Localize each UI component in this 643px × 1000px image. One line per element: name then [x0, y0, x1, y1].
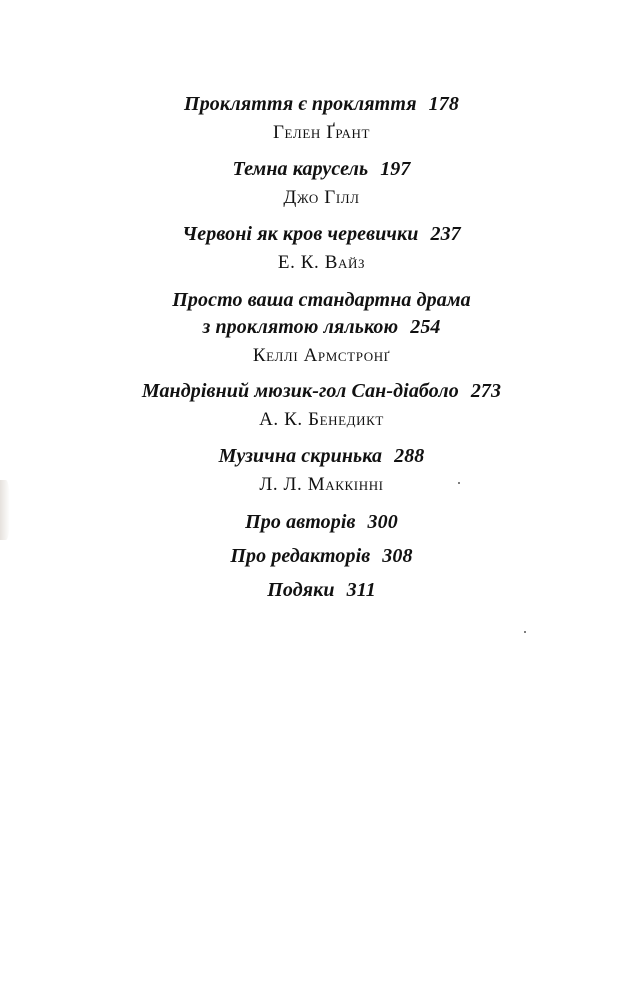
toc-entry: [0, 443, 643, 496]
toc-entry-title: [0, 221, 643, 247]
toc-entry-author: Гелен Ґрант: [272, 122, 371, 143]
print-speck: [524, 631, 526, 633]
toc-entry: [0, 91, 643, 144]
toc-entry-title: [0, 378, 643, 404]
toc-entry-title-text: Червоні як кров черевички: [182, 223, 419, 245]
toc-entry-author: Джо Гілл: [283, 187, 360, 208]
toc-entry-page-number: 288: [394, 445, 425, 467]
toc-entry-author: Е. К. Вайз: [277, 252, 366, 273]
toc-entry-title-text: Подяки: [267, 579, 335, 601]
toc-entry-title-text: з проклятою лялькою: [202, 316, 399, 338]
toc-entry: [0, 378, 643, 431]
toc-entry-page-number: 237: [430, 223, 461, 245]
toc-entry-page-number: 273: [470, 380, 502, 402]
toc-entry-page-number: 300: [367, 511, 398, 533]
toc-entry-title: [0, 156, 643, 182]
toc-entry-title: [0, 314, 643, 340]
toc-entry-title: [0, 509, 643, 535]
toc-entry-title-text: Про авторів: [245, 511, 356, 533]
toc-entry-author: Келлі Армстронґ: [252, 345, 391, 366]
toc-entry: [0, 221, 643, 274]
toc-back-matter: [0, 509, 643, 603]
toc-entry-page-number: 178: [428, 93, 459, 115]
toc-entry-page-number: 254: [410, 316, 441, 338]
toc-entry-title-text: Музична скринька: [218, 445, 383, 467]
toc-entry-title-text: Просто ваша стандартна драма: [172, 289, 471, 311]
toc-entry-title-text: Про редакторів: [230, 545, 371, 567]
toc-entry-title: [0, 443, 643, 469]
toc-entry-title: [0, 91, 643, 117]
toc-entry-title-text: Прокляття є прокляття: [184, 93, 417, 115]
toc-entry-page-number: 308: [382, 545, 413, 567]
toc-entry-title: [0, 543, 643, 569]
toc-entry: [0, 156, 643, 209]
toc-entry: [0, 287, 643, 367]
toc-entry-author: А. К. Бенедикт: [259, 409, 384, 430]
toc-entry-title: [0, 577, 643, 603]
toc-entry-page-number: 197: [380, 158, 411, 180]
toc-entry-author: Л. Л. Маккінні: [259, 474, 384, 495]
toc-entry-title-text: Темна карусель: [232, 158, 369, 180]
toc-entry-page-number: 311: [346, 579, 376, 601]
toc-entry-title-text: Мандрівний мюзик-гол Сан-діаболо: [141, 380, 459, 402]
